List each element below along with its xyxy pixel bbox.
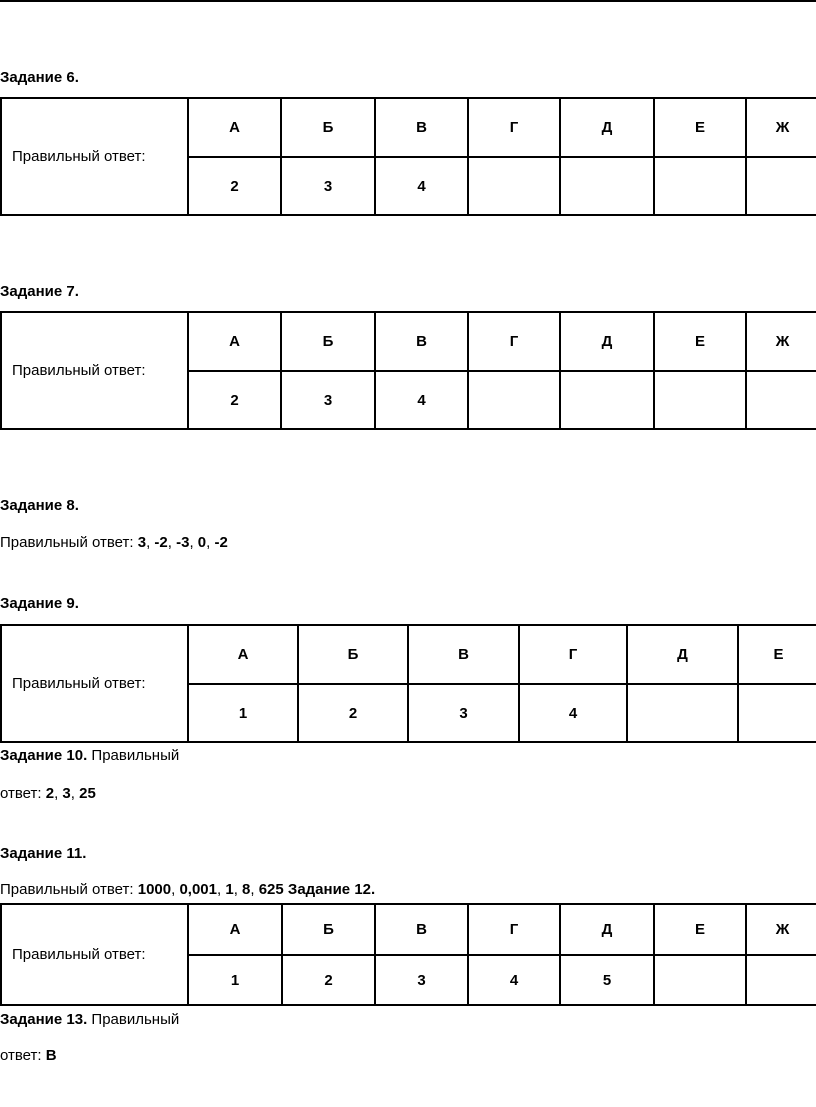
task-11-answer: 8: [242, 881, 251, 898]
task-7-value-cell: 3: [281, 371, 375, 429]
task-10-title: Задание 10.: [0, 747, 88, 764]
task-9-value-cell: 4: [519, 684, 627, 742]
task-9-value-cell: 3: [408, 684, 519, 742]
task-6-header-cell: Г: [468, 98, 560, 157]
task-6-header-cell: Д: [560, 98, 654, 157]
task-12-value-cell: 3: [375, 955, 468, 1005]
task-10-answer: 3: [62, 785, 71, 802]
task-12-table: [0, 903, 816, 1006]
task-6-value-cell: [560, 157, 654, 215]
task-13-text-part1: Правильный: [87, 1011, 180, 1028]
task-7-value-cell: 2: [188, 371, 281, 429]
task-10-text-part1: Правильный: [87, 747, 180, 764]
task-6-value-cell: [468, 157, 560, 215]
task-9-value-cell: 1: [188, 684, 298, 742]
task-8-answer: -3: [176, 534, 190, 551]
task-12-value-cell: [654, 955, 746, 1005]
task-11-answer-prefix: Правильный ответ:: [0, 881, 138, 898]
task-8-title: Задание 8.: [0, 497, 79, 514]
task-11-answer-line: Правильный ответ: 1000, 0,001, 1, 8, 625 Задание 12.: [0, 881, 376, 898]
task-6-header-cell: Ж: [746, 98, 816, 157]
task-10-line-1: [0, 747, 179, 764]
task-7-header-cell: Е: [654, 312, 746, 371]
task-8-answer: 0: [197, 534, 207, 551]
task-6-value-cell: 4: [375, 157, 468, 215]
task-6-table: [0, 97, 816, 216]
task-12-header-cell: Е: [654, 904, 746, 955]
task-9-value-cell: [738, 684, 816, 742]
task-11-title: Задание 11.: [0, 845, 87, 862]
task-6-label: Правильный ответ:: [1, 98, 188, 215]
task-8-answer-prefix: Правильный ответ:: [0, 534, 138, 551]
task-13-text-part2: ответ:: [0, 1047, 46, 1064]
task-10-answer: 25: [79, 785, 96, 802]
task-11-answer: 1000: [137, 881, 172, 898]
task-9-header-cell: А: [188, 625, 298, 684]
task-6-header-cell: А: [188, 98, 281, 157]
task-7-value-cell: [746, 371, 816, 429]
task-11-answer: 1: [225, 881, 234, 898]
task-9-header-cell: Г: [519, 625, 627, 684]
task-7-title: Задание 7.: [0, 283, 79, 300]
task-12-value-cell: 1: [188, 955, 282, 1005]
task-9-title: Задание 9.: [0, 595, 79, 612]
task-10-line-2: ответ: 2, 3, 25: [0, 785, 96, 802]
task-10-answer: 2: [45, 785, 55, 802]
task-12-header-cell: Д: [560, 904, 654, 955]
task-8-answer: -2: [154, 534, 168, 551]
task-12-value-cell: 2: [282, 955, 375, 1005]
task-12-header-cell: Б: [282, 904, 375, 955]
task-11-answer: 625: [258, 881, 284, 898]
task-7-header-cell: А: [188, 312, 281, 371]
task-9-header-cell: Б: [298, 625, 408, 684]
task-9-label: Правильный ответ:: [1, 625, 188, 742]
task-12-header-cell: Ж: [746, 904, 816, 955]
task-9-table: [0, 624, 816, 743]
top-rule: [0, 0, 816, 2]
task-7-header-cell: Г: [468, 312, 560, 371]
task-8-answer: -2: [214, 534, 228, 551]
task-12-header-cell: А: [188, 904, 282, 955]
task-6-value-cell: 2: [188, 157, 281, 215]
task-9-header-cell: В: [408, 625, 519, 684]
task-9-header-cell: Е: [738, 625, 816, 684]
task-13-line-2: [0, 1047, 57, 1064]
task-7-value-cell: [654, 371, 746, 429]
task-12-value-cell: 5: [560, 955, 654, 1005]
task-7-header-cell: Б: [281, 312, 375, 371]
task-12-header-cell: Г: [468, 904, 560, 955]
task-6-value-cell: [654, 157, 746, 215]
task-12-value-cell: 4: [468, 955, 560, 1005]
task-13-title: Задание 13.: [0, 1011, 88, 1028]
task-8-answer-line: Правильный ответ: 3, -2, -3, 0, -2: [0, 534, 228, 551]
task-9-header-cell: Д: [627, 625, 738, 684]
task-7-value-cell: 4: [375, 371, 468, 429]
task-7-header-cell: В: [375, 312, 468, 371]
task-12-title: Задание 12.: [287, 881, 376, 898]
task-8-answer: 3: [137, 534, 147, 551]
task-6-header-cell: Е: [654, 98, 746, 157]
task-6-value-cell: [746, 157, 816, 215]
task-13-line-1: [0, 1011, 179, 1028]
task-12-value-cell: [746, 955, 816, 1005]
task-6-header-cell: Б: [281, 98, 375, 157]
task-13-answer: В: [45, 1047, 57, 1064]
task-12-label: Правильный ответ:: [1, 904, 188, 1005]
task-7-table: [0, 311, 816, 430]
task-7-header-cell: Д: [560, 312, 654, 371]
task-12-header-cell: В: [375, 904, 468, 955]
task-11-answer: 0,001: [179, 881, 217, 898]
task-6-header-cell: В: [375, 98, 468, 157]
task-9-value-cell: 2: [298, 684, 408, 742]
task-7-header-cell: Ж: [746, 312, 816, 371]
task-7-value-cell: [468, 371, 560, 429]
task-10-text-part2: ответ:: [0, 785, 46, 802]
task-9-value-cell: [627, 684, 738, 742]
task-6-title: Задание 6.: [0, 69, 79, 86]
task-6-value-cell: 3: [281, 157, 375, 215]
task-7-label: Правильный ответ:: [1, 312, 188, 429]
task-7-value-cell: [560, 371, 654, 429]
